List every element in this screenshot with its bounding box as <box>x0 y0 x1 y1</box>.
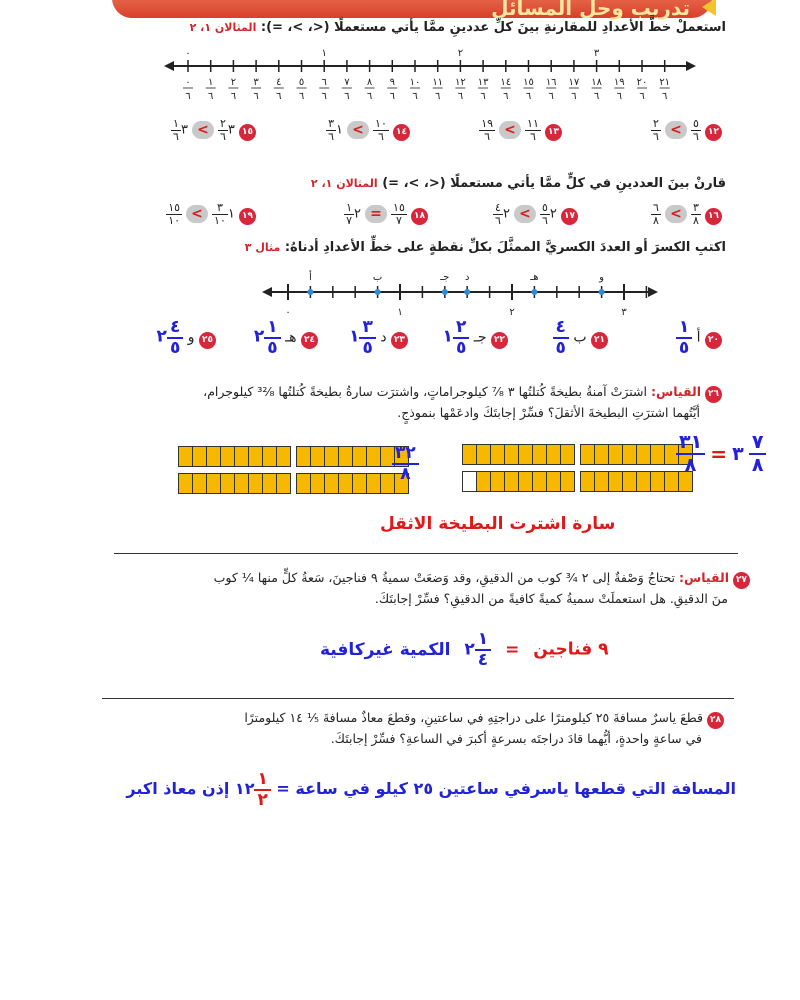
answer-20: ٢٠ أ ١ ٥ <box>676 318 722 357</box>
exercise-number: ٢٠ <box>705 332 722 349</box>
exercise-number: ١٣ <box>545 124 562 141</box>
fraction: $\frac{١٥}{٧}$ <box>393 201 405 227</box>
tick-numerator: ٠ <box>185 77 191 88</box>
model-bar <box>178 446 291 467</box>
integer-label: ١ <box>397 307 403 318</box>
point-marker <box>531 289 537 295</box>
exercise-number: ٢٤ <box>301 332 318 349</box>
tick-numerator: ٧ <box>344 77 350 88</box>
exercise-number: ١٢ <box>705 124 722 141</box>
exercise-number: ٢٢ <box>491 332 508 349</box>
answer-symbol: > <box>499 121 521 139</box>
tick-denominator: ٦ <box>185 91 191 102</box>
tick-denominator: ٦ <box>616 91 622 102</box>
point-marker <box>375 289 381 295</box>
tick-denominator: ٦ <box>457 91 464 102</box>
fraction: $\frac{٥}{٦}$ <box>692 117 699 143</box>
exercise-number: ٢٧ <box>733 572 750 589</box>
point-label: ب <box>372 272 383 283</box>
fraction: $\frac{٣}{١٠}$ <box>214 201 226 227</box>
point-marker <box>464 289 470 295</box>
answer-symbol: > <box>186 205 208 223</box>
exercise-number: ١٥ <box>239 124 256 141</box>
tick-numerator: ٦ <box>321 77 327 88</box>
tick-denominator: ٦ <box>525 91 532 102</box>
tick-denominator: ٦ <box>366 91 373 102</box>
tick-numerator: ١٦ <box>545 77 557 88</box>
section2-ref: المثالان ١، ٢ <box>310 177 378 190</box>
answer-symbol: > <box>514 205 536 223</box>
point-marker <box>442 289 448 295</box>
tick-numerator: ٨ <box>366 77 373 88</box>
tick-numerator: ١٨ <box>591 77 602 88</box>
tick-numerator: ١٣ <box>477 77 489 88</box>
tick-denominator: ٦ <box>253 91 259 102</box>
answer-symbol: = <box>365 205 387 223</box>
tick-denominator: ٦ <box>276 91 282 102</box>
section1-ref: المثالان ١، ٢ <box>189 21 257 34</box>
question-text-line2: أيَّتُهما اشترَتِ البطيخةَ الأثقلَ؟ فسِّرْ إجابتَكَ وادعَمْها بنموذجٍ. <box>397 405 700 420</box>
tick-denominator: ٦ <box>412 91 418 102</box>
number-line-fifths <box>258 268 663 320</box>
tick-denominator: ٦ <box>389 91 395 102</box>
exercise-number: ١٧ <box>561 208 578 225</box>
exercise-number: ٢٣ <box>391 332 408 349</box>
fraction: $\frac{١٥}{١٠}$ <box>168 201 181 227</box>
model-bar <box>178 473 291 494</box>
arrow-left-icon <box>164 61 174 71</box>
page-title: تدريب وحل المسائل <box>491 0 690 20</box>
section3-ref: مثال ٣ <box>244 241 281 254</box>
tick-denominator: ٦ <box>298 91 305 102</box>
point-label: هـ <box>530 272 539 283</box>
fraction: $\frac{٣}{٦}$ <box>328 117 335 143</box>
answer-22: ٢٢ جـ ٢ ٥ ١ <box>443 318 508 357</box>
tick-denominator: ٦ <box>662 91 668 102</box>
tick-denominator: ٦ <box>639 91 645 102</box>
answer-fraction: ٢ ٥ <box>453 318 469 357</box>
integer-label: ٣ <box>593 48 600 59</box>
exercise-12 <box>651 118 722 142</box>
model-32-eighths <box>178 446 409 494</box>
point-label: أ <box>309 272 312 283</box>
tick-denominator: ٦ <box>480 91 486 102</box>
exercise-number: ١٩ <box>239 208 256 225</box>
tick-numerator: ٢٠ <box>636 77 648 88</box>
tick-numerator: ٢ <box>230 77 237 88</box>
fraction: $\frac{١٠}{٦}$ <box>375 117 387 143</box>
tick-numerator: ١٠ <box>409 77 421 88</box>
integer-label: ٢ <box>509 307 515 318</box>
answer-21: ٢١ ب ٤ ٥ <box>553 318 608 357</box>
answer-fraction: ٤ ٥ <box>553 318 569 357</box>
banner-triangle-icon <box>702 0 716 16</box>
question-text-line1: اشترَتْ آمنةُ بطيخةً كُتلتُها ٣ ⁷⁄₈ كيلوجراماتٍ، واشترَت سارةُ بطيخةً كُتلتُها ³²⁄₈ كيلوجرام، <box>203 384 647 399</box>
fraction: $\frac{١}{٧}$ <box>346 201 353 227</box>
exercise-number: ٢٥ <box>199 332 216 349</box>
answer-fraction: ٤ ٥ <box>167 318 183 357</box>
tick-denominator: ٦ <box>435 91 441 102</box>
tick-denominator: ٦ <box>208 91 214 102</box>
tick-numerator: ١٩ <box>613 77 625 88</box>
exercise-14: ١٤ $\frac{١٠}{٦}$ > ١ $\frac{٣}{٦}$ <box>326 118 410 142</box>
tick-denominator: ٦ <box>571 91 577 102</box>
tick-numerator: ١٤ <box>500 77 512 88</box>
exercise-number: ٢١ <box>591 332 608 349</box>
question-text-line1: قطعَ ياسرٌ مسافةَ ٢٥ كيلومترًا على دراجتِهِ في ساعتينِ، وقطعَ معاذٌ مسافةَ ¹⁄₅ ١٤ كيلومترًا <box>244 710 704 725</box>
q27-answer: ٩ فناجين = ١ ٤ ٢ الكمية غيركافية <box>320 629 609 670</box>
tick-denominator: ٦ <box>503 91 509 102</box>
tick-numerator: ٢١ <box>659 77 671 88</box>
answer-fraction: ٣ ٥ <box>359 318 375 357</box>
integer-label: ٠ <box>185 48 191 59</box>
tick-denominator: ٦ <box>593 91 600 102</box>
tick-denominator: ٦ <box>344 91 350 102</box>
left-fraction: ٣٢ ٨ <box>392 444 419 483</box>
answer-symbol: > <box>665 205 687 223</box>
model-bar <box>462 444 575 465</box>
point-label: جـ <box>440 272 450 283</box>
q28-answer: المسافة التي قطعها ياسرفي ساعتين ٢٥ كيلو في ساعة = ١ ٢ ١٢ إذن معاذ اكبر <box>126 769 736 810</box>
exercise-19: ١٩ ١ $\frac{٣}{١٠}$ > $\frac{١٥}{١٠}$ <box>166 202 256 226</box>
question-28 <box>84 708 724 748</box>
section2-instruction-text: قارنْ بينَ العددينِ في كلٍّ ممَّا يأتي مستعملًا (<، >، =) <box>382 176 726 191</box>
right-expression: ٣١ ٨ = ٣ ٧ ٨ <box>676 432 766 476</box>
answer-25: ٢٥ و ٤ ٥ ٢ <box>157 318 216 357</box>
fraction: $\frac{٢}{٦}$ <box>653 117 659 143</box>
section3-instruction <box>86 240 726 255</box>
answer-symbol: > <box>192 121 214 139</box>
tick-numerator: ١٧ <box>568 77 580 88</box>
divider <box>114 553 738 554</box>
exercise-17: ١٧ ٢ $\frac{٥}{٦}$ > ٢ $\frac{٤}{٦}$ <box>493 202 578 226</box>
exercise-number: ١٦ <box>705 208 722 225</box>
question-text-line2: في ساعةٍ واحدةٍ، أيُّهما قادَ دراجتَه بسرعةٍ أكبرَ في الساعةِ؟ فسِّرْ إجابتَكَ. <box>330 731 702 746</box>
divider <box>102 698 734 699</box>
section2-instruction <box>86 176 726 191</box>
exercise-number: ١٨ <box>411 208 428 225</box>
question-label: القياس: <box>650 384 702 399</box>
tick-numerator: ١١ <box>432 77 444 88</box>
arrow-right-icon <box>648 287 658 297</box>
model-bar <box>462 471 575 492</box>
fraction: $\frac{١١}{٦}$ <box>527 117 539 143</box>
tick-numerator: ٤ <box>276 77 282 88</box>
tick-denominator: ٦ <box>230 91 237 102</box>
point-label: و <box>599 272 605 283</box>
integer-label: ١ <box>321 48 327 59</box>
arrow-left-icon <box>262 287 272 297</box>
answer-symbol: > <box>665 121 687 139</box>
tick-numerator: ٣ <box>253 77 259 88</box>
exercise-number: ١٤ <box>393 124 410 141</box>
tick-numerator: ٥ <box>298 77 305 88</box>
question-27 <box>90 568 750 608</box>
tick-numerator: ١٢ <box>455 77 466 88</box>
question-26 <box>72 382 722 422</box>
fraction: $\frac{١٩}{٦}$ <box>481 117 494 143</box>
integer-label: ٢ <box>457 48 464 59</box>
tick-denominator: ٦ <box>321 91 327 102</box>
answer-24: ٢٤ هـ ١ ٥ ٢ <box>254 318 318 357</box>
tick-numerator: ٩ <box>389 77 395 88</box>
q26-answer: سارة اشترت البطيخة الاثقل <box>380 514 616 534</box>
section1-instruction <box>86 20 726 35</box>
fraction: $\frac{٤}{٦}$ <box>495 201 501 227</box>
point-label: د <box>464 272 470 283</box>
question-text-line2: منَ الدقيقِ. هل استعملَتْ سميةُ كميةً كافيةً من الدقيقِ؟ فسِّرْ إجابتَكَ. <box>374 591 728 606</box>
exercise-number: ٢٦ <box>705 386 722 403</box>
exercise-13 <box>479 118 562 142</box>
point-marker <box>307 289 313 295</box>
fraction: $\frac{٥}{٦}$ <box>541 201 548 227</box>
answer-symbol: > <box>347 121 369 139</box>
fraction: $\frac{١}{٦}$ <box>173 117 179 143</box>
arrow-right-icon <box>686 61 696 71</box>
fraction: $\frac{٣}{٨}$ <box>692 201 699 227</box>
section1-instruction-text: استعملْ خطَّ الأعدادِ للمقارنةِ بينَ كلِّ عددينِ ممَّا يأتي مستعملًا (<، >، =): <box>260 20 726 35</box>
exercise-15: ١٥ ٣ $\frac{٢}{٦}$ > ٣ $\frac{١}{٦}$ <box>171 118 256 142</box>
exercise-16 <box>651 202 722 226</box>
section3-instruction-text: اكتبِ الكسرَ أو العددَ الكسريَّ الممثَّلَ بكلِّ نقطةٍ على خطِّ الأعدادِ أدناهُ: <box>284 240 726 255</box>
answer-fraction: ١ ٥ <box>264 318 280 357</box>
exercise-number: ٢٨ <box>707 712 724 729</box>
fraction: $\frac{٦}{٨}$ <box>653 201 659 227</box>
integer-label: ٣ <box>621 307 627 318</box>
integer-label: ٠ <box>285 307 291 318</box>
tick-numerator: ١٥ <box>523 77 534 88</box>
question-label: القياس: <box>678 570 730 585</box>
number-line-sixths <box>160 44 700 106</box>
fraction: $\frac{٢}{٦}$ <box>219 117 226 143</box>
question-text-line1: تحتاجُ وَصْفةٌ إلى ٢ ³⁄₄ كوب من الدقيقِ، وقد وَضعَتْ سميةُ ٩ فناجينَ، سَعةُ كلٍّ منها ¹⁄₄ كوب <box>213 570 675 585</box>
point-marker <box>599 289 605 295</box>
tick-denominator: ٦ <box>548 91 554 102</box>
tick-numerator: ١ <box>208 77 214 88</box>
model-31-eighths <box>462 444 693 492</box>
answer-fraction: ١ ٥ <box>676 318 692 357</box>
exercise-18: ١٨ $\frac{١٥}{٧}$ = ٢ $\frac{١}{٧}$ <box>344 202 428 226</box>
answer-23: ٢٣ د ٣ ٥ ١ <box>349 318 408 357</box>
